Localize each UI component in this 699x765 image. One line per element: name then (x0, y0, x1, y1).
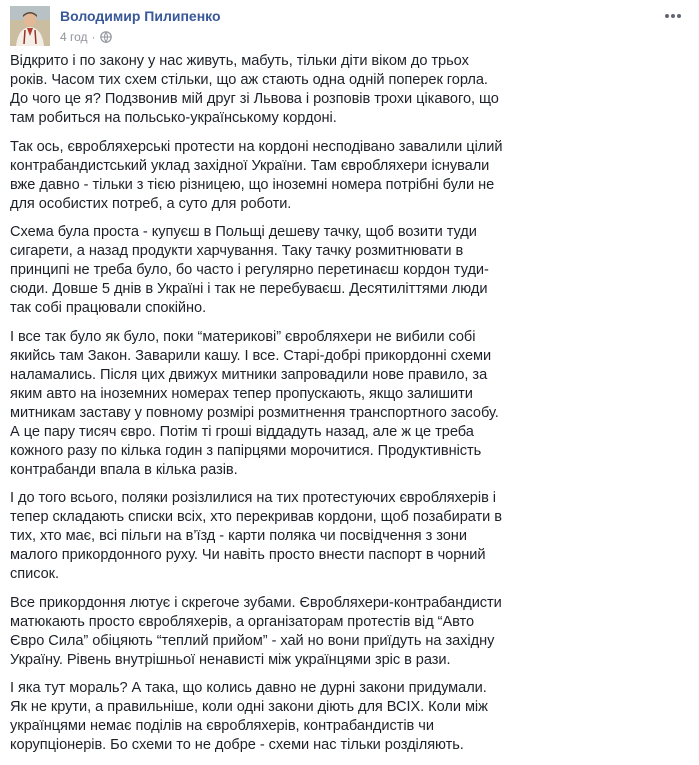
text-line: матюкають просто євробляхерів, а організаторам протестів від “Авто (10, 613, 475, 630)
text-line: так собі працювали спокійно. (10, 300, 207, 316)
text-line: Так ось, євробляхерські протести на кордоні несподівано завалили цілий (10, 138, 503, 155)
text-line: сигарети, а назад продукти харчування. Таку тачку розмитнювати в (10, 243, 464, 259)
paragraph (10, 489, 686, 584)
globe-icon[interactable] (100, 31, 112, 46)
paragraph (10, 223, 686, 318)
more-dots-icon[interactable] (662, 8, 684, 24)
text-line: І яка тут мораль? А така, що колись давно не дурні закони придумали. (10, 680, 487, 696)
text-line: Відкрито і по закону у нас живуть, мабуть, тільки діти віком до трьох (10, 53, 469, 69)
text-line: кожного разу по кілька годин з папірцями морочитися. Продуктивність (10, 442, 482, 459)
post-meta (60, 30, 112, 46)
text-line: Україну. Рівень внутрішньої ненависті між українцями зріс в рази. (10, 651, 451, 668)
text-line: для особистих потреб, а суто для роботи. (10, 195, 292, 212)
text-line: До чого це я? Подзвонив мій друг зі Львова і розповів трохи цікавого, що (10, 91, 499, 107)
text-line: наламались. Після цих движух митники запровадили нове правило, за (10, 366, 488, 383)
paragraph (10, 52, 686, 128)
text-line: І до того всього, поляки розізлилися на тих протестуючих євробляхерів і (10, 490, 496, 506)
text-line: українцями немає поділів на євробляхерів, контрабандистів чи (10, 718, 434, 734)
text-line: якийсь там Закон. Заварили кашу. І все. Старі-добрі прикордонні схеми (10, 347, 492, 364)
text-line: тих, хто має, всі пільги на в’їзд - карти поляка чи посвідчення з зони (10, 528, 467, 544)
post-header (10, 6, 690, 46)
text-line: І все так було як було, поки “материкові” євробляхери не вибили собі (10, 328, 476, 345)
text-line: контрабандистський уклад західної України. Там євробляхери існували (10, 157, 490, 174)
post-body (10, 52, 686, 765)
text-line: вже давно - тільки з тією різницею, що іноземні номера потрібні були не (10, 176, 495, 193)
text-line: А це пару тисяч євро. Потім ті гроші віддадуть назад, але ж це треба (10, 423, 474, 440)
author-name[interactable]: Володимир Пилипенко (60, 8, 221, 24)
paragraph (10, 679, 686, 755)
text-line: років. Часом тих схем стільки, що аж стають одна одній поперек горла. (10, 72, 488, 88)
text-line: там робиться на польсько-українському кордоні. (10, 110, 337, 126)
paragraph (10, 594, 686, 670)
text-line: митникам заставу у повному розмірі розмитнення транспортного засобу. (10, 404, 499, 421)
paragraph (10, 328, 686, 480)
avatar[interactable] (10, 6, 50, 46)
paragraph (10, 138, 686, 214)
text-line: принципі не треба було, бо часто і регулярно перетинаєш кордон туди- (10, 262, 489, 278)
text-line: Схема була проста - купуєш в Польщі дешеву тачку, щоб возити туди (10, 224, 477, 240)
text-line: корупціонерів. Бо схеми то не добре - схеми нас тільки розділяють. (10, 737, 464, 753)
post-time[interactable]: 4 год (60, 30, 88, 44)
text-line: яким авто на іноземних номерах тепер пропускають, якщо залишити (10, 385, 473, 402)
text-line: Все прикордоння лютує і скрегоче зубами. Євробляхери-контрабандисти (10, 594, 502, 611)
text-line: малого прикордонного руху. Чи навіть просто внести паспорт в чорний (10, 547, 486, 563)
separator-dot: · (91, 30, 96, 44)
text-line: контрабанди впала в кілька разів. (10, 461, 238, 478)
text-line: список. (10, 566, 60, 582)
text-line: Євро Сила” обіцяють “теплий прийом” - хай но вони приїдуть на західну (10, 632, 495, 649)
text-line: сюди. Довше 5 днів в Україні і так не перебуваєш. Десятиліттями люди (10, 281, 488, 297)
text-line: Як не крути, а правильніше, коли одні закони діють для ВСІХ. Коли між (10, 699, 488, 715)
text-line: тепер складають списки всіх, хто перекривав кордони, щоб позабирати в (10, 509, 502, 525)
